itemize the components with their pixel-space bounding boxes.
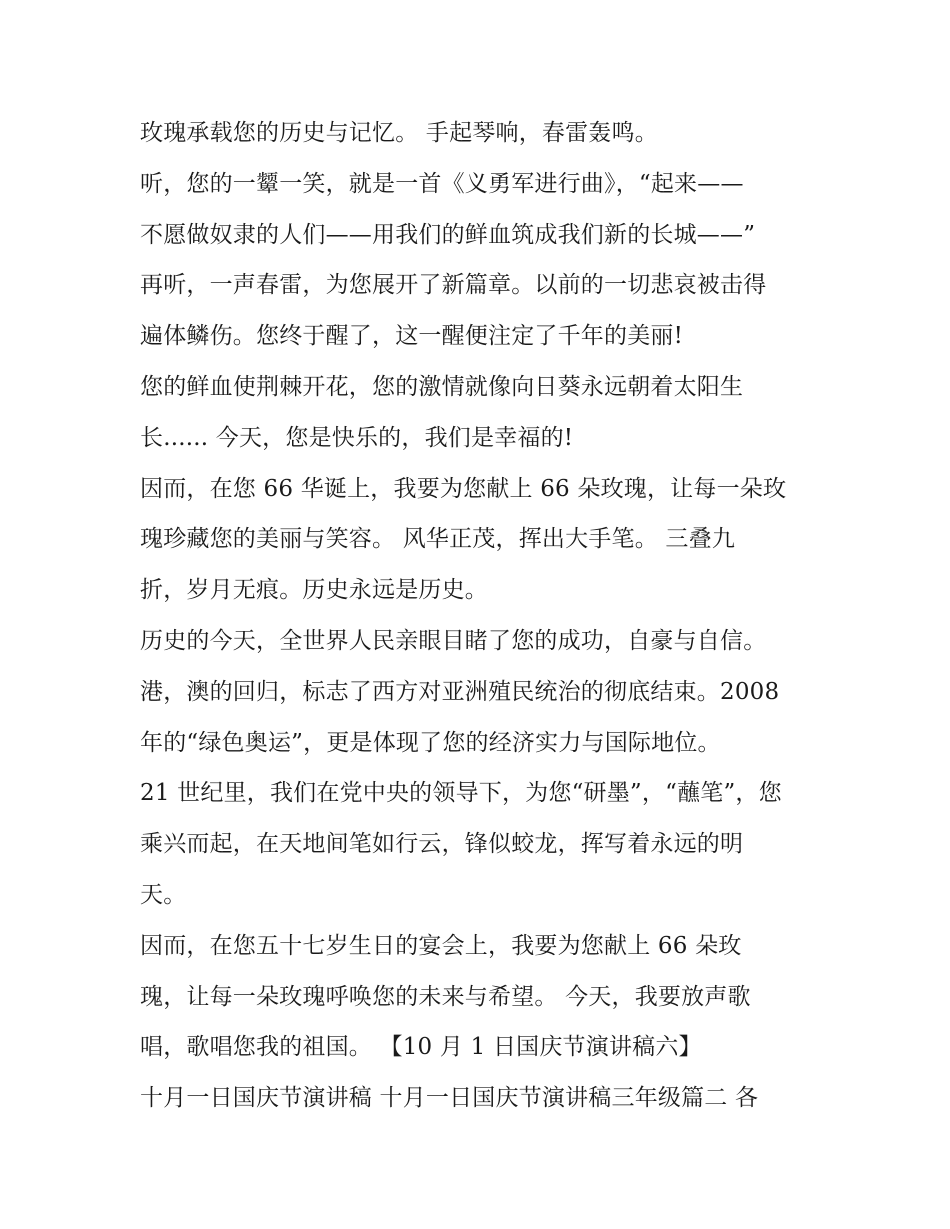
text-line-19: 唱，歌唱您我的祖国。 【10 月 1 日国庆节演讲稿六】: [140, 1034, 702, 1061]
text-line-20: 十月一日国庆节演讲稿 十月一日国庆节演讲稿三年级篇二 各: [140, 1085, 759, 1112]
text-line-18: 瑰，让每一朵玫瑰呼唤您的未来与希望。 今天，我要放声歌: [140, 983, 751, 1010]
document-body: [140, 108, 820, 1124]
text-line-14: 21 世纪里，我们在党中央的领导下，为您“研墨”，“蘸笔”，您: [140, 780, 782, 807]
text-line-2: 听，您的一颦一笑，就是一首《义勇军进行曲》，“起来——: [140, 170, 744, 197]
text-line-9: 瑰珍藏您的美丽与笑容。 风华正茂，挥出大手笔。 三叠九: [140, 526, 736, 553]
text-line-6: 您的鲜血使荆棘开花，您的激情就像向日葵永远朝着太阳生: [140, 373, 744, 400]
text-line-16: 天。: [140, 881, 187, 908]
text-line-12: 港，澳的回归，标志了西方对亚洲殖民统治的彻底结束。2008: [140, 678, 780, 705]
text-line-7: 长...... 今天，您是快乐的，我们是幸福的!: [140, 424, 574, 451]
text-line-13: 年的“绿色奥运”，更是体现了您的经济实力与国际地位。: [140, 729, 721, 756]
text-line-17: 因而，在您五十七岁生日的宴会上，我要为您献上 66 朵玫: [140, 932, 742, 959]
text-line-5: 遍体鳞伤。您终于醒了，这一醒便注定了千年的美丽!: [140, 323, 684, 350]
text-line-10: 折，岁月无痕。历史永远是历史。: [140, 577, 488, 604]
text-line-15: 乘兴而起，在天地间笔如行云，锋似蛟龙，挥写着永远的明: [140, 831, 744, 858]
text-line-8: 因而，在您 66 华诞上，我要为您献上 66 朵玫瑰，让每一朵玫: [140, 475, 787, 502]
text-line-11: 历史的今天，全世界人民亲眼目睹了您的成功，自豪与自信。: [140, 627, 767, 654]
text-line-1: 玫瑰承载您的历史与记忆。 手起琴响，春雷轰鸣。: [140, 120, 658, 146]
text-line-4: 再听，一声春雷，为您展开了新篇章。以前的一切悲哀被击得: [140, 272, 767, 299]
text-line-3: 不愿做奴隶的人们——用我们的鲜血筑成我们新的长城——”: [140, 221, 756, 248]
